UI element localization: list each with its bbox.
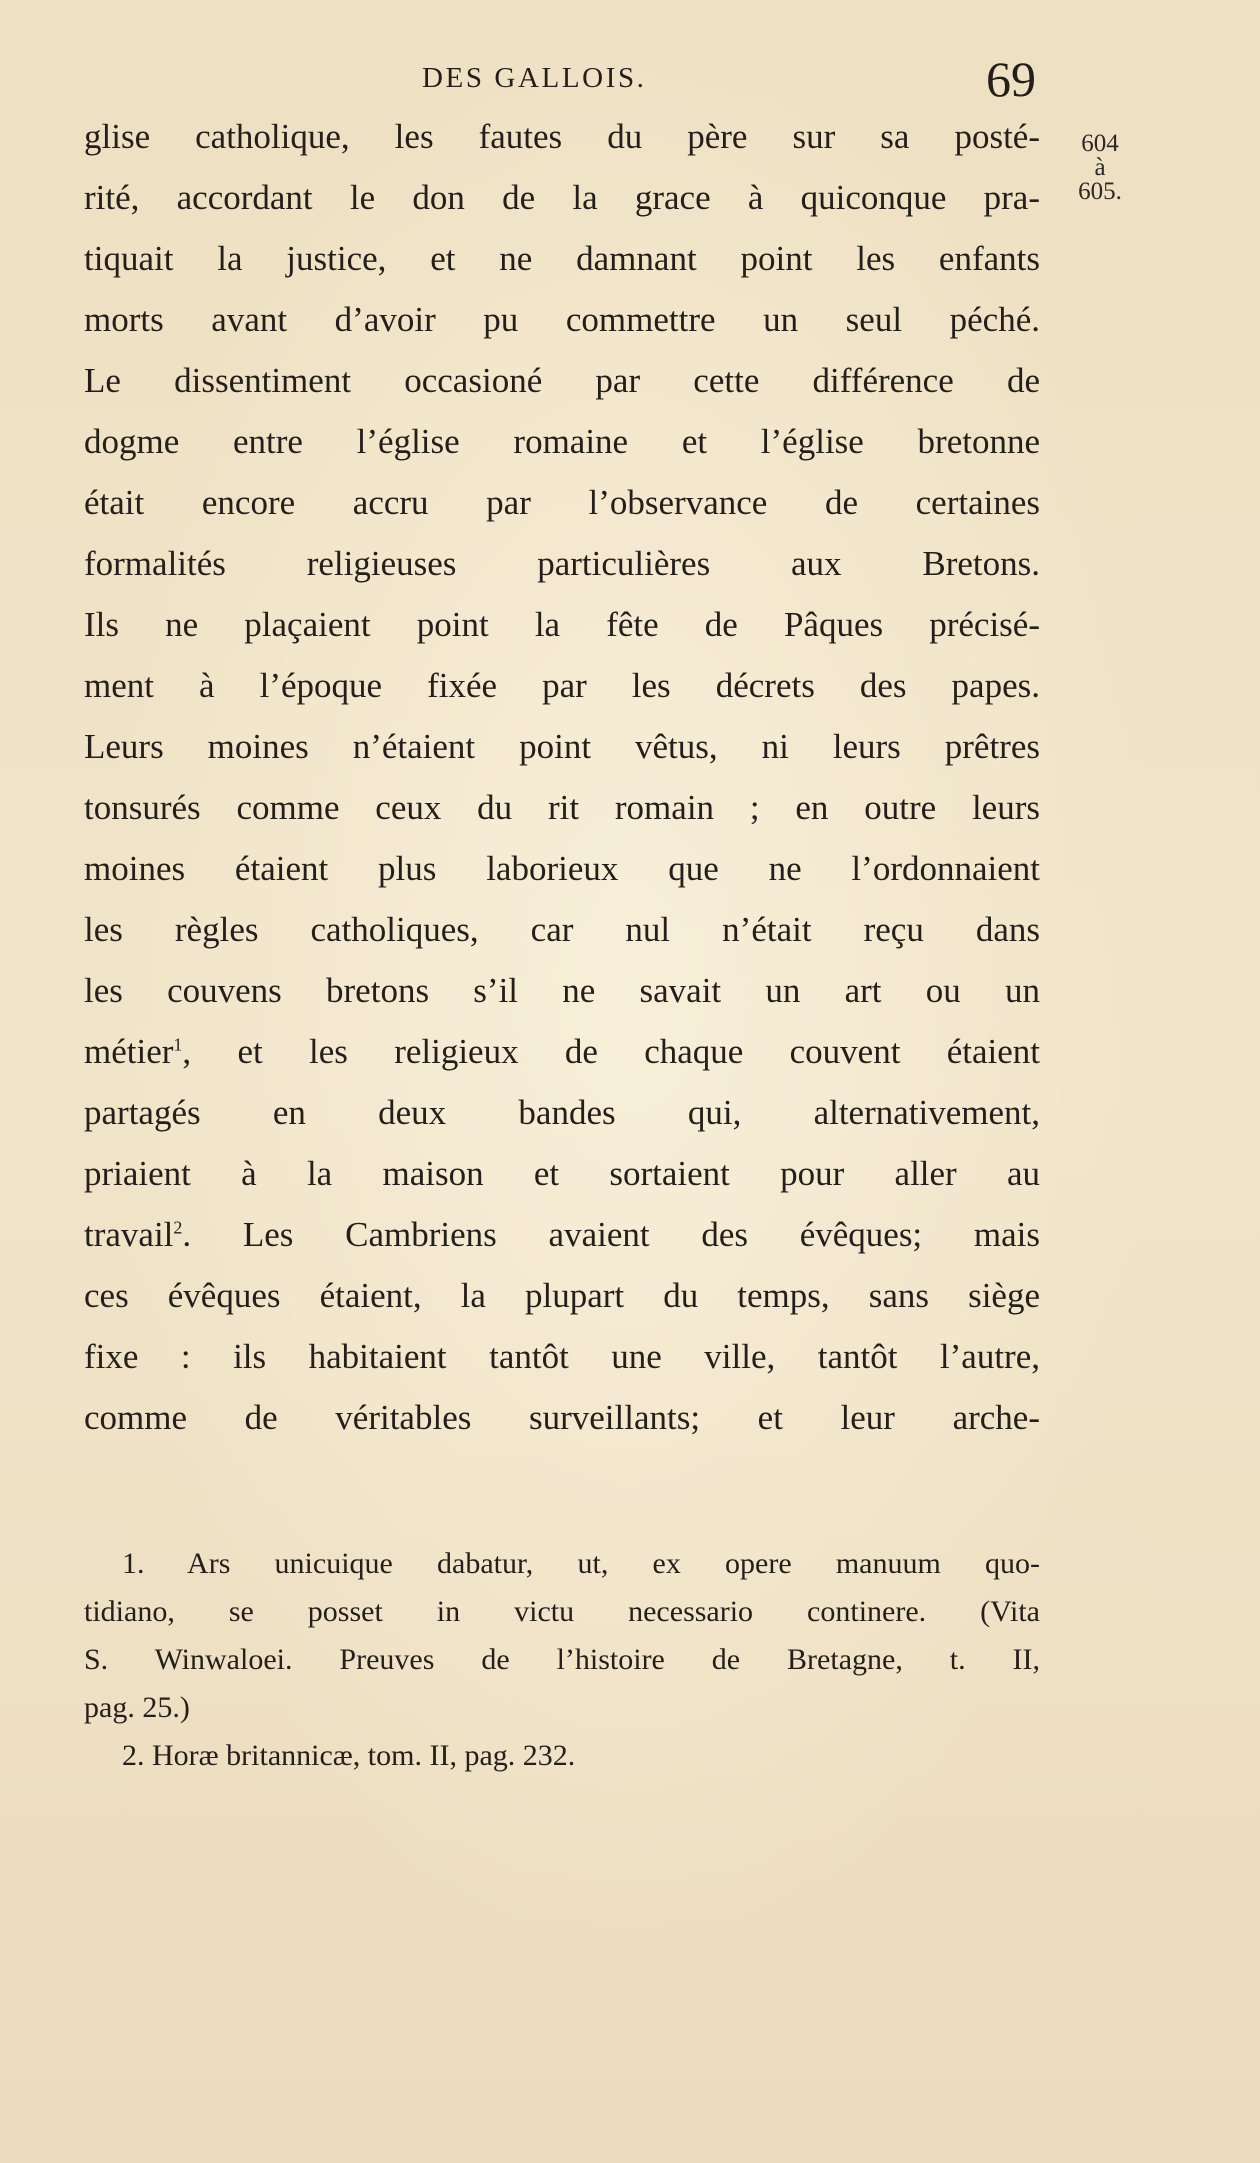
footnote-2-line: 2. Horæ britannicæ, tom. II, pag. 232. xyxy=(122,1739,576,1772)
margin-date-note xyxy=(1064,132,1136,204)
footnote-1-line: 1. Ars unicuique dabatur, ut, ex opere manuum quo- xyxy=(122,1547,1040,1580)
text-segment: travail xyxy=(84,1215,174,1254)
footnote-ref-1: 1 xyxy=(173,1034,183,1055)
text-line: glise catholique, les fautes du père sur sa posté- xyxy=(84,117,1040,156)
text-line: moines étaient plus laborieux que ne l’ordonnaient xyxy=(84,849,1040,888)
body-text xyxy=(84,106,1040,1448)
text-segment: . Les Cambriens avaient des évêques; mais xyxy=(182,1215,1040,1254)
page-number: 69 xyxy=(986,51,1036,107)
text-segment: métier xyxy=(84,1032,174,1071)
text-line: tiquait la justice, et ne damnant point les enfants xyxy=(84,239,1040,278)
text-line: partagés en deux bandes qui, alternativement, xyxy=(84,1093,1040,1132)
running-title: DES GALLOIS. xyxy=(422,62,647,94)
text-line: Ils ne plaçaient point la fête de Pâques précisé- xyxy=(84,605,1040,644)
text-line-with-note-ref xyxy=(84,1021,1040,1082)
text-line-with-note-ref xyxy=(84,1204,1040,1265)
footnote-ref-2: 2 xyxy=(173,1217,183,1238)
text-line: Le dissentiment occasioné par cette différence de xyxy=(84,361,1040,400)
footnote-1-line: S. Winwaloei. Preuves de l’histoire de Bretagne, t. II, xyxy=(84,1643,1040,1676)
footnote-1-line: pag. 25.) xyxy=(84,1691,190,1724)
text-line: tonsurés comme ceux du rit romain ; en outre leurs xyxy=(84,788,1040,827)
footnotes xyxy=(84,1540,1040,1780)
running-head xyxy=(0,52,1260,112)
text-line: priaient à la maison et sortaient pour aller au xyxy=(84,1154,1040,1193)
text-line: formalités religieuses particulières aux Bretons. xyxy=(84,544,1040,583)
margin-date-start: 604 xyxy=(1081,130,1119,157)
text-line: les règles catholiques, car nul n’était reçu dans xyxy=(84,910,1040,949)
text-line: Leurs moines n’étaient point vêtus, ni leurs prêtres xyxy=(84,727,1040,766)
text-line: était encore accru par l’observance de certaines xyxy=(84,483,1040,522)
text-line: ces évêques étaient, la plupart du temps, sans siège xyxy=(84,1276,1040,1315)
text-segment: , et les religieux de chaque couvent étaient xyxy=(182,1032,1040,1071)
text-line: fixe : ils habitaient tantôt une ville, tantôt l’autre, xyxy=(84,1337,1040,1376)
text-line: morts avant d’avoir pu commettre un seul péché. xyxy=(84,300,1040,339)
margin-date-end: 605. xyxy=(1078,178,1122,205)
text-line: les couvens bretons s’il ne savait un art ou un xyxy=(84,971,1040,1010)
text-line: dogme entre l’église romaine et l’église bretonne xyxy=(84,422,1040,461)
text-line: comme de véritables surveillants; et leur arche- xyxy=(84,1398,1040,1437)
text-line: ment à l’époque fixée par les décrets des papes. xyxy=(84,666,1040,705)
margin-date-separator: à xyxy=(1094,154,1106,181)
text-line: rité, accordant le don de la grace à quiconque pra- xyxy=(84,178,1040,217)
footnote-1-line: tidiano, se posset in victu necessario continere. (Vita xyxy=(84,1595,1040,1628)
